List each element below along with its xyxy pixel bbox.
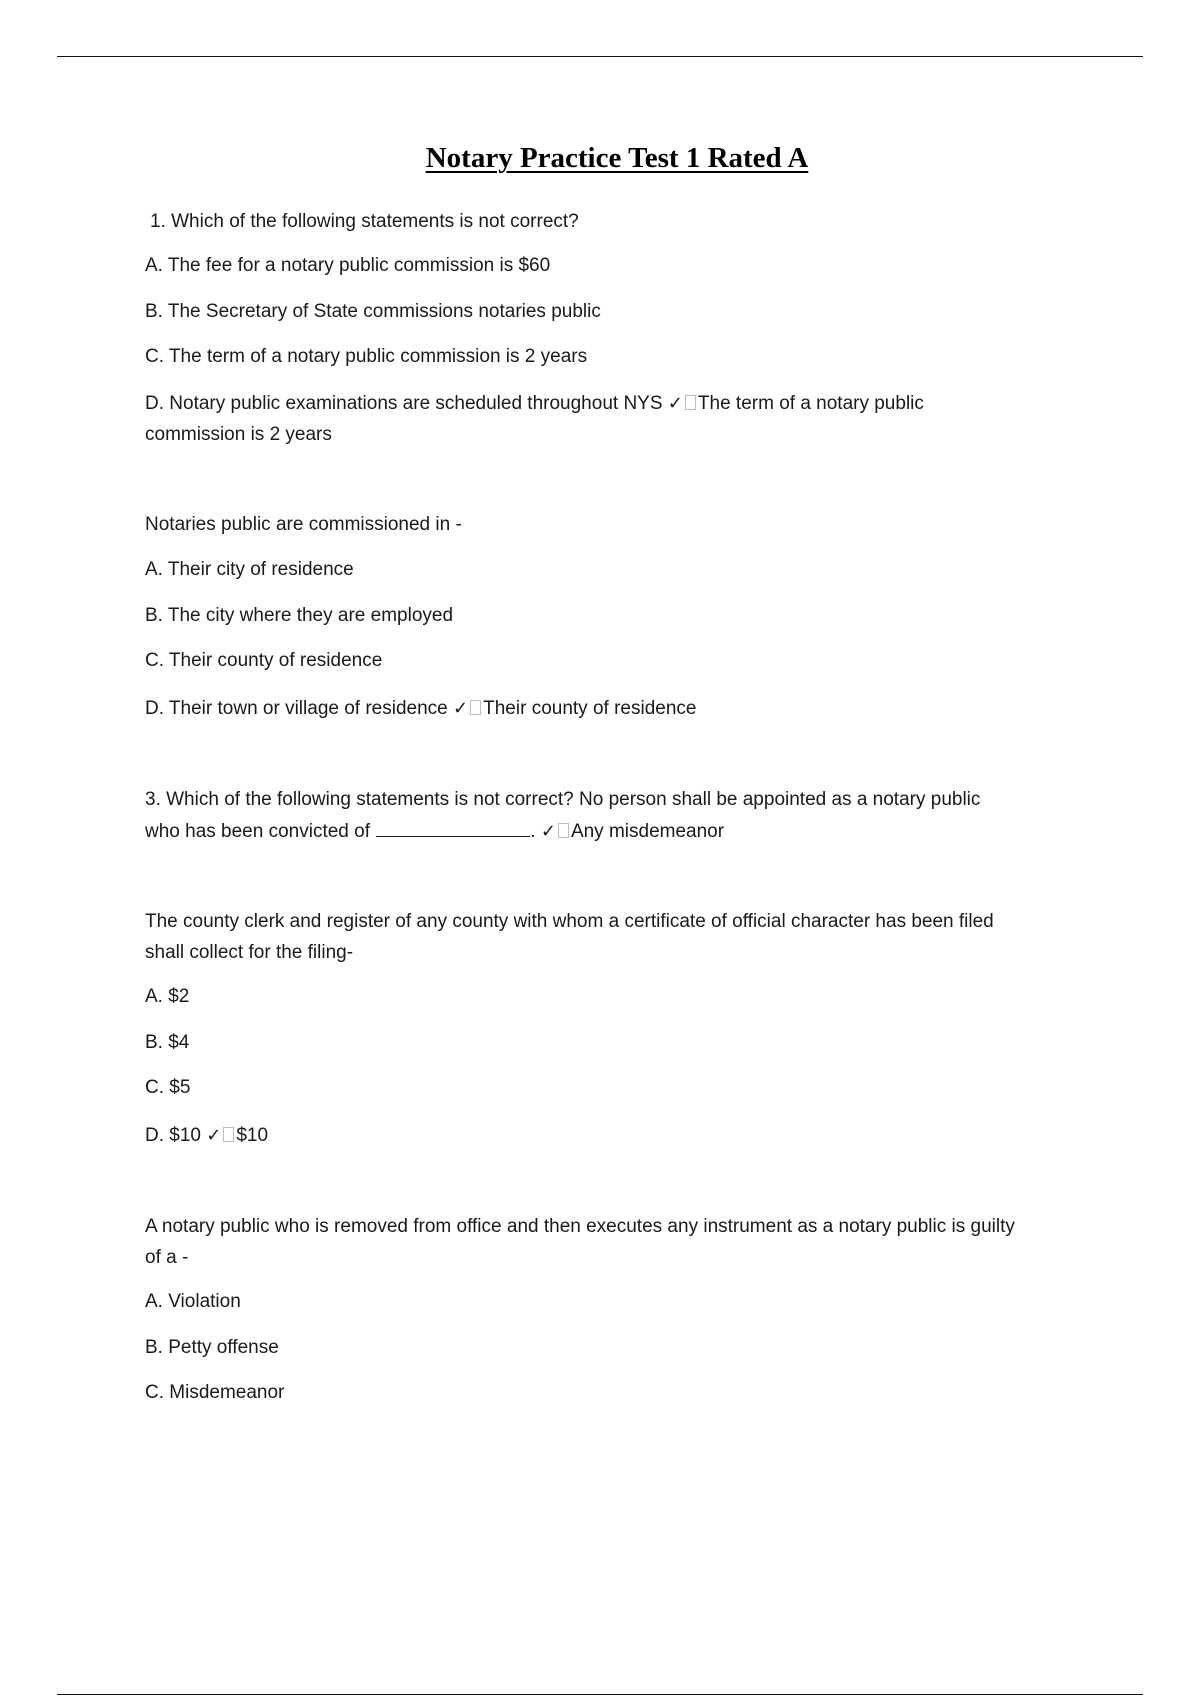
q4-option-d: D. $10 [145, 1125, 201, 1146]
q2-option-b: B. The city where they are employed [145, 605, 454, 626]
q5-option-c: C. Misdemeanor [145, 1382, 285, 1403]
q3-question-line1: 3. Which of the following statements is not correct? No person shall be appointed as a notary public [145, 789, 981, 810]
q4-option-d-line [145, 1126, 268, 1145]
q1-option-d: D. Notary public examinations are scheduled throughout NYS [145, 393, 663, 414]
checkbox-icon [223, 1127, 234, 1142]
q5-option-b: B. Petty offense [145, 1337, 279, 1358]
q2-option-d: D. Their town or village of residence [145, 698, 448, 719]
q2-option-d-line [145, 699, 696, 718]
q4-answer: $10 [236, 1125, 269, 1146]
q1-answer-part1: The term of a notary public [697, 393, 924, 414]
q1-answer-part2: commission is 2 years [145, 424, 332, 445]
q4-question-line2: shall collect for the filing- [145, 942, 354, 963]
q5-question-line2: of a - [145, 1247, 189, 1268]
q2-question: Notaries public are commissioned in - [145, 514, 462, 535]
check-mark-icon: ✓ [540, 821, 556, 842]
q2-answer: Their county of residence [483, 698, 697, 719]
q1-option-c: C. The term of a notary public commission is 2 years [145, 346, 588, 367]
q4-question-line1: The county clerk and register of any county with whom a certificate of official character has been filed [145, 911, 994, 932]
q4-option-a: A. $2 [145, 986, 190, 1007]
q2-option-a: A. Their city of residence [145, 559, 354, 580]
check-mark-icon: ✓ [206, 1125, 222, 1146]
answer-blank [376, 822, 530, 837]
q1-option-b: B. The Secretary of State commissions notaries public [145, 301, 601, 322]
check-mark-icon: ✓ [453, 698, 469, 719]
q1-option-a: A. The fee for a notary public commission is $60 [145, 255, 551, 276]
q2-option-c: C. Their county of residence [145, 650, 383, 671]
q5-option-a: A. Violation [145, 1291, 241, 1312]
document-title-text: Notary Practice Test 1 Rated A [425, 142, 809, 174]
q1-option-d-line [145, 394, 924, 413]
q3-question-suffix: . [530, 821, 536, 842]
check-mark-icon: ✓ [667, 393, 683, 414]
q3-question-line2 [145, 822, 724, 841]
checkbox-icon [558, 823, 569, 838]
q4-option-c: C. $5 [145, 1077, 191, 1098]
q5-question-line1: A notary public who is removed from office and then executes any instrument as a notary public is guilty [145, 1216, 1015, 1237]
q4-option-b: B. $4 [145, 1032, 190, 1053]
checkbox-icon [685, 395, 696, 410]
q1-question: 1. Which of the following statements is not correct? [150, 211, 579, 232]
checkbox-icon [470, 700, 481, 715]
bottom-divider [57, 1694, 1143, 1695]
q3-question-prefix: who has been convicted of [145, 821, 370, 842]
q3-answer: Any misdemeanor [570, 821, 725, 842]
